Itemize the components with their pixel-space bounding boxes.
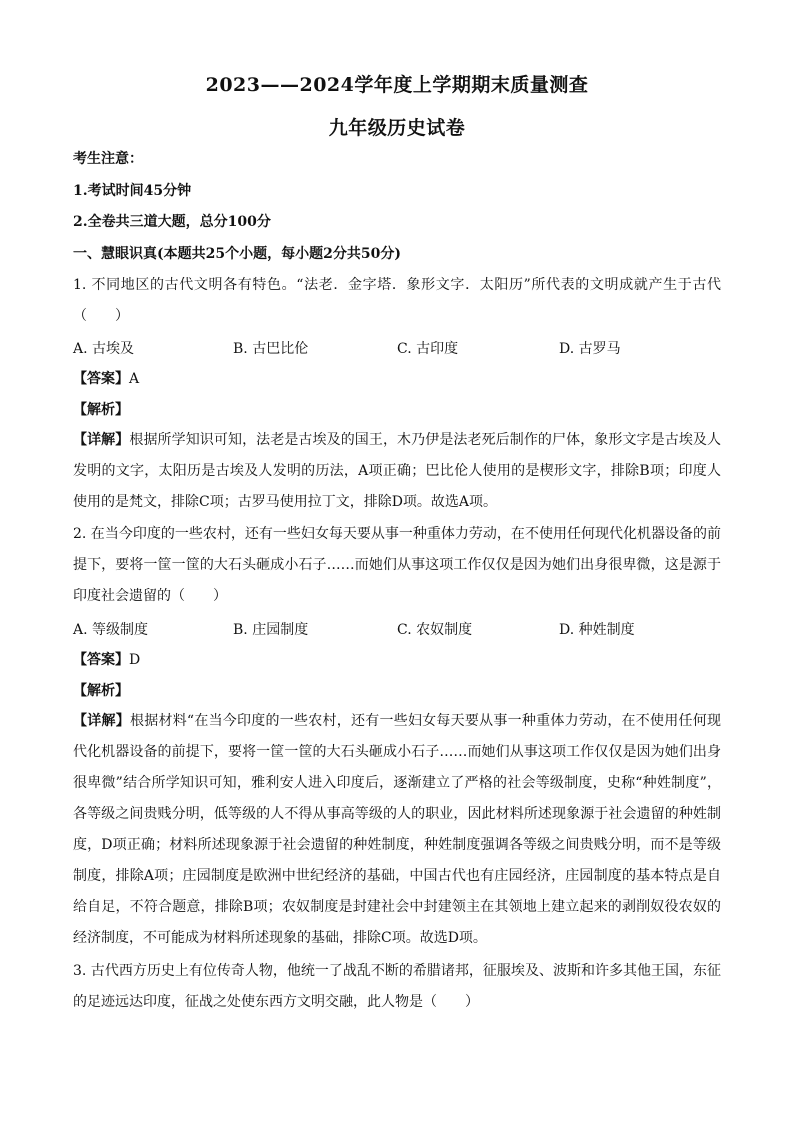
answer-label: 【答案】 (73, 652, 129, 668)
question-2-options (73, 619, 723, 639)
question-1-option-c: C. 古印度 (397, 341, 459, 357)
question-2-option-b: B. 庄园制度 (233, 622, 309, 638)
question-1-options (73, 338, 723, 358)
exam-subtitle: 九年级历史试卷 (328, 117, 466, 139)
detail-text: 根据所学知识可知，法老是古埃及的国王，木乃伊是法老死后制作的尸体，象形文字是古埃及人发明的文字，太阳历是古埃及人发明的历法，A项正确；巴比伦人使用的是楔形文字，排除B项；印度人使用的是梵文，排除C项；古罗马使用拉丁文，排除D项。故选A项。 (73, 432, 722, 510)
question-2-analysis-label: 【解析】 (73, 683, 129, 699)
question-1-detail (73, 425, 721, 518)
notice-heading: 考生注意： (73, 151, 143, 167)
detail-text: 根据材料“在当今印度的一些农村，还有一些妇女每天要从事一种重体力劳动，在不使用任何现代化机器设备的前提下，要将一筐一筐的大石头砸成小石子……而她们从事这项工作仅仅是因为她们出身很卑微”结合所学知识可知，雅利安人进入印度后，逐渐建立了严格的社会等级制度，史称“种姓制度”，各等级之间贵贱分明，低等级的人不得从事高等级的人的职业，因此材料所述现象源于社会遗留的种姓制度，D项正确；材料所述现象源于社会遗留的种姓制度，种姓制度强调各等级之间贵贱分明，而不是等级制度，排除A项；庄园制度是欧洲中世纪经济的基础，中国古代也有庄园经济，庄园制度的基本特点是自给自足，不符合题意，排除B项；农奴制度是封建社会中封建领主在其领地上建立起来的剥削奴役农奴的经济制度，不可能成为材料所述现象的基础，排除C项。故选D项。 (73, 713, 722, 946)
detail-label: 【详解】 (73, 432, 130, 448)
question-2-option-c: C. 农奴制度 (397, 622, 473, 638)
detail-label: 【详解】 (73, 713, 130, 729)
question-2-stem: 2. 在当今印度的一些农村，还有一些妇女每天要从事一种重体力劳动，在不使用任何现代化机器设备的前提下，要将一筐一筐的大石头砸成小石子……而她们从事这项工作仅仅是因为她们出身很卑微，这是源于印度社会遗留的（ ） (73, 526, 721, 604)
question-2-option-a: A. 等级制度 (73, 622, 149, 638)
question-1-answer (73, 369, 723, 389)
question-1-option-d: D. 古罗马 (559, 341, 621, 357)
answer-value: A (129, 371, 140, 387)
section-heading: 一、慧眼识真(本题共25个小题，每小题2分共50分) (73, 246, 401, 262)
question-2-option-d: D. 种姓制度 (559, 622, 635, 638)
answer-value: D (129, 652, 141, 668)
answer-label: 【答案】 (73, 371, 129, 387)
exam-title: 2023——2024学年度上学期期末质量测查 (205, 74, 589, 96)
question-1-analysis-label: 【解析】 (73, 402, 129, 418)
question-3-stem: 3. 古代西方历史上有位传奇人物，他统一了战乱不断的希腊诸邦，征服埃及、波斯和许多其他王国，东征的足迹远达印度，征战之处使东西方文明交融，此人物是（ ） (73, 963, 721, 1010)
question-1-stem: 1. 不同地区的古代文明各有特色。“法老．金字塔．象形文字．太阳历”所代表的文明成就产生于古代（ ） (73, 277, 721, 324)
notice-item-score: 2.全卷共三道大题，总分100分 (73, 214, 271, 230)
notice-item-time: 1.考试时间45分钟 (73, 183, 192, 199)
question-2-answer (73, 650, 723, 670)
question-2-detail (73, 706, 721, 954)
question-1-option-a: A. 古埃及 (73, 341, 135, 357)
question-1-option-b: B. 古巴比伦 (233, 341, 309, 357)
